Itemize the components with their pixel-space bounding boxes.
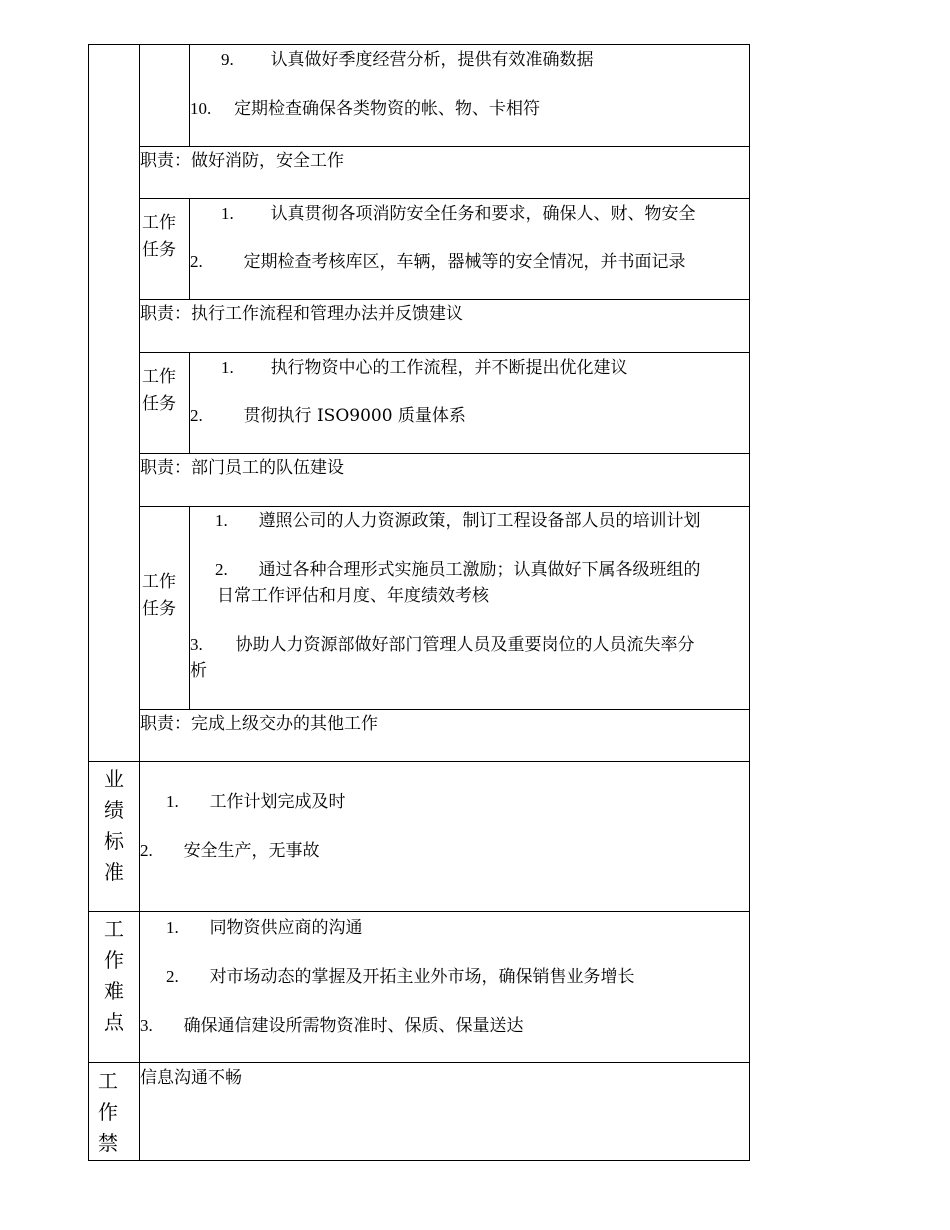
duty-team-building: 职责：部门员工的队伍建设 — [140, 458, 344, 478]
row-divider — [139, 146, 750, 147]
task-item-continued: 日常工作评估和月度、年度绩效考核 — [217, 586, 489, 606]
task-item: 2. 定期检查考核库区，车辆，器械等的安全情况，并书面记录 — [190, 252, 686, 272]
section-divider — [88, 1062, 750, 1063]
row-divider — [139, 506, 750, 507]
task-label: 工作 任务 — [142, 213, 176, 260]
task-item: 10. 定期检查确保各类物资的帐、物、卡相符 — [190, 99, 541, 119]
performance-item: 2. 安全生产，无事故 — [140, 841, 320, 861]
row-divider — [139, 709, 750, 710]
task-item: 1. 认真贯彻各项消防安全任务和要求，确保人、财、物安全 — [221, 204, 696, 224]
task-item: 2. 通过各种合理形式实施员工激励；认真做好下属各级班组的 — [215, 560, 701, 580]
duty-process: 职责：执行工作流程和管理办法并反馈建议 — [140, 304, 463, 324]
row-divider — [139, 299, 750, 300]
task-item-continued: 析 — [190, 661, 207, 681]
first-column-divider — [139, 44, 140, 1161]
task-item: 1. 执行物资中心的工作流程，并不断提出优化建议 — [221, 358, 628, 378]
task-item: 1. 遵照公司的人力资源政策，制订工程设备部人员的培训计划 — [215, 511, 701, 531]
duty-other: 职责：完成上级交办的其他工作 — [140, 714, 378, 734]
performance-label: 业 绩 标 准 — [104, 767, 124, 884]
section-divider — [88, 911, 750, 912]
task-item: 9. 认真做好季度经营分析，提供有效准确数据 — [221, 50, 594, 70]
difficulty-item: 2. 对市场动态的掌握及开拓主业外市场，确保销售业务增长 — [166, 967, 635, 987]
difficulty-label: 工 作 难 点 — [104, 917, 124, 1034]
task-item: 2. 贯彻执行 ISO9000 质量体系 — [190, 406, 466, 426]
performance-item: 1. 工作计划完成及时 — [166, 792, 346, 812]
section-divider — [88, 761, 750, 762]
task-item: 3. 协助人力资源部做好部门管理人员及重要岗位的人员流失率分 — [190, 635, 695, 655]
task-label: 工作 任务 — [142, 367, 176, 414]
difficulty-item: 1. 同物资供应商的沟通 — [166, 918, 363, 938]
row-divider — [139, 198, 750, 199]
row-divider — [139, 453, 750, 454]
row-divider — [139, 352, 750, 353]
difficulty-item: 3. 确保通信建设所需物资准时、保质、保量送达 — [140, 1016, 524, 1036]
task-label: 工作 任务 — [142, 572, 176, 619]
taboo-label: 工 作 禁 — [98, 1069, 118, 1155]
duty-fire-safety: 职责：做好消防，安全工作 — [140, 151, 344, 171]
taboo-text: 信息沟通不畅 — [140, 1068, 242, 1088]
